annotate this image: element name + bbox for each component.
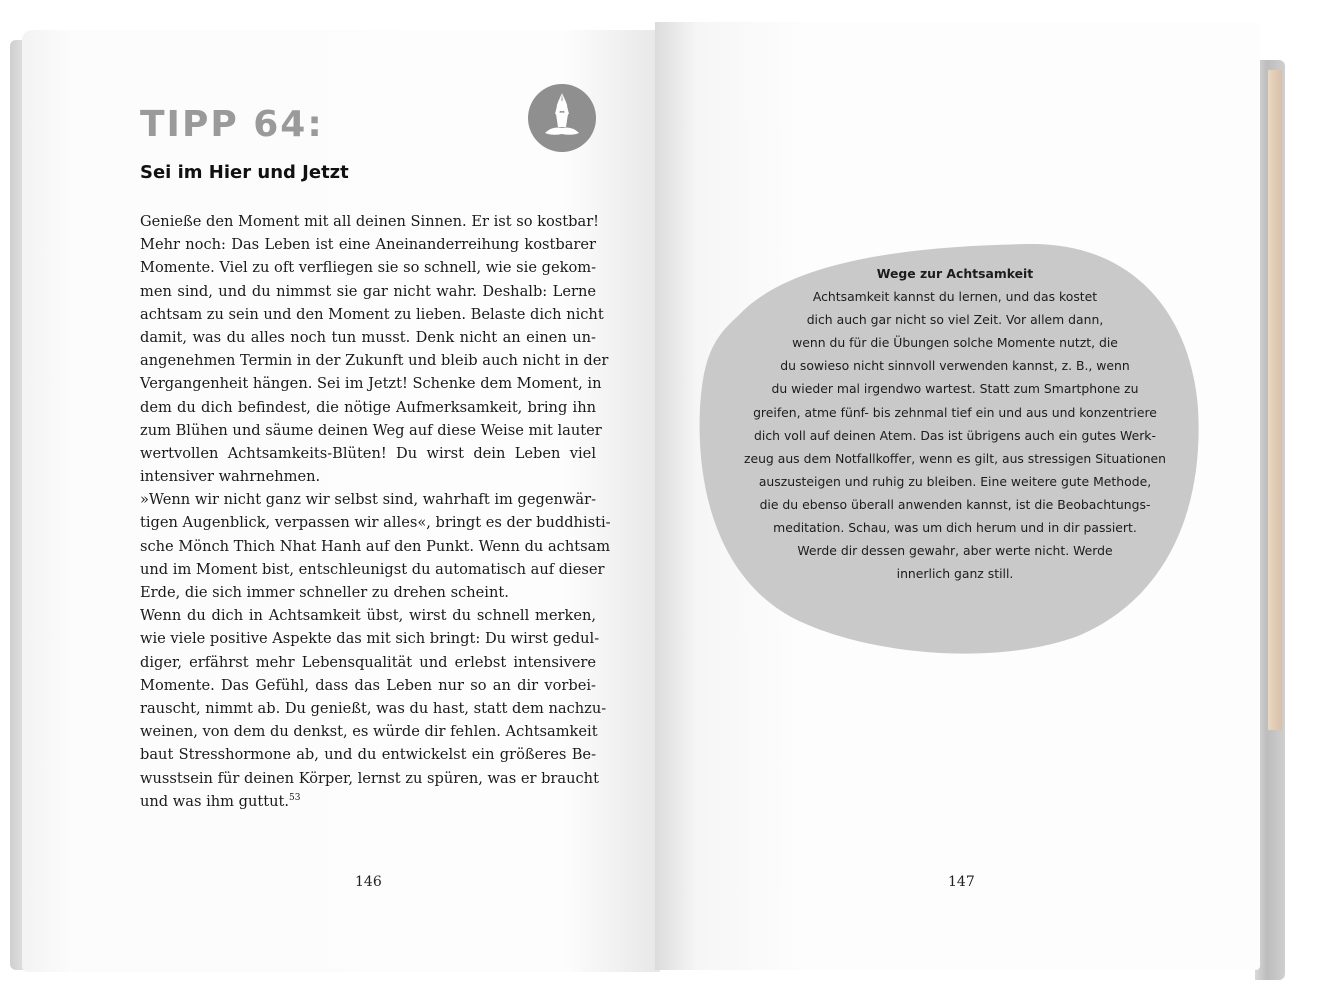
body-line: wie viele positive Aspekte das mit sich bringt: Du wirst gedul- — [140, 630, 600, 648]
info-box-line: innerlich ganz still. — [896, 566, 1014, 582]
body-line: intensiver wahrnehmen. — [140, 468, 321, 486]
body-line: rauscht, nimmt ab. Du genießt, was du hast, statt dem nachzu- — [140, 699, 607, 717]
body-line: wertvollen Achtsamkeits-Blüten! Du wirst dein Leben viel — [140, 444, 596, 462]
body-line: Genieße den Moment mit all deinen Sinnen. Er ist so kostbar! — [140, 213, 600, 230]
body-text — [140, 210, 611, 813]
info-box-line: greifen, atme fünf- bis zehnmal tief ein und aus und konzentriere — [753, 404, 1157, 420]
info-box-line: die du ebenso überall anwenden kannst, ist die Beobachtungs- — [759, 496, 1151, 512]
body-line: angenehmen Termin in der Zukunft und bleib auch nicht in der — [140, 352, 609, 370]
page-number-right: 147 — [948, 874, 975, 890]
body-line: wusstsein für deinen Körper, lernst zu spüren, was er braucht — [140, 769, 599, 787]
body-line: men sind, und du nimmst sie gar nicht wahr. Deshalb: Lerne — [140, 282, 596, 300]
body-line: sche Mönch Thich Nhat Hanh auf den Punkt. Wenn du achtsam — [140, 537, 611, 555]
body-line: tigen Augenblick, verpassen wir alles«, bringt es der buddhisti- — [140, 514, 611, 532]
tip-title: TIPP 64: — [140, 104, 324, 145]
info-box-line: du sowieso nicht sinnvoll verwenden kannst, z. B., wenn — [780, 358, 1130, 374]
body-line: diger, erfährst mehr Lebensqualität und erlebst intensivere — [140, 653, 596, 671]
body-line: zum Blühen und säume deinen Weg auf diese Weise mit lauter — [140, 421, 602, 439]
info-box-title: Wege zur Achtsamkeit — [876, 266, 1034, 281]
info-box-line: Achtsamkeit kannst du lernen, und das kostet — [812, 289, 1098, 305]
body-line: dem du dich befindest, die nötige Aufmerksamkeit, bring ihn — [140, 398, 596, 416]
info-box-line: zeug aus dem Notfallkoffer, wenn es gilt, aus stressigen Situationen — [743, 450, 1167, 466]
meditation-icon — [528, 84, 596, 152]
body-line: achtsam zu sein und den Moment zu lieben. Belaste dich nicht — [140, 305, 604, 323]
book-cover-edge — [1268, 70, 1282, 730]
body-line: Momente. Das Gefühl, dass das Leben nur so an dir vorbei- — [140, 676, 596, 694]
footnote-reference: 53 — [289, 792, 301, 803]
body-line: und was ihm guttut.$^{53}$ — [140, 792, 301, 810]
info-box-line: wenn du für die Übungen solche Momente nutzt, die — [792, 335, 1118, 351]
body-line: »Wenn wir nicht ganz wir selbst sind, wahrhaft im gegenwär- — [140, 491, 596, 509]
body-line: damit, was du alles noch tun musst. Denk nicht an einen un- — [140, 328, 596, 346]
info-box-text — [735, 285, 1175, 585]
info-box-line: Werde dir dessen gewahr, aber werte nicht. Werde — [797, 543, 1113, 559]
info-box-line: auszusteigen und ruhig zu bleiben. Eine weitere gute Methode, — [758, 473, 1152, 489]
body-line: weinen, von dem du denkst, es würde dir fehlen. Achtsamkeit — [140, 723, 598, 741]
body-line: Momente. Viel zu oft verfliegen sie so schnell, wie sie gekom- — [140, 259, 596, 277]
tip-subtitle: Sei im Hier und Jetzt — [140, 162, 349, 183]
info-box-line: dich voll auf deinen Atem. Das ist übrigens auch ein gutes Werk- — [754, 427, 1156, 443]
info-box-line: meditation. Schau, was um dich herum und in dir passiert. — [773, 520, 1137, 536]
info-box-line: du wieder mal irgendwo wartest. Statt zum Smartphone zu — [771, 381, 1139, 397]
info-box-line: dich auch gar nicht so viel Zeit. Vor allem dann, — [806, 312, 1104, 328]
body-line: Mehr noch: Das Leben ist eine Aneinanderreihung kostbarer — [140, 236, 596, 254]
body-line: Vergangenheit hängen. Sei im Jetzt! Schenke dem Moment, in — [140, 375, 602, 393]
body-line: Wenn du dich in Achtsamkeit übst, wirst du schnell merken, — [140, 607, 596, 625]
info-box — [735, 262, 1175, 585]
body-line: und im Moment bist, entschleunigst du automatisch auf dieser — [140, 560, 605, 578]
body-line: baut Stresshormone ab, und du entwickelst ein größeres Be- — [140, 746, 596, 764]
body-line: Erde, die sich immer schneller zu drehen scheint. — [140, 584, 509, 601]
page-number-left: 146 — [355, 874, 382, 890]
